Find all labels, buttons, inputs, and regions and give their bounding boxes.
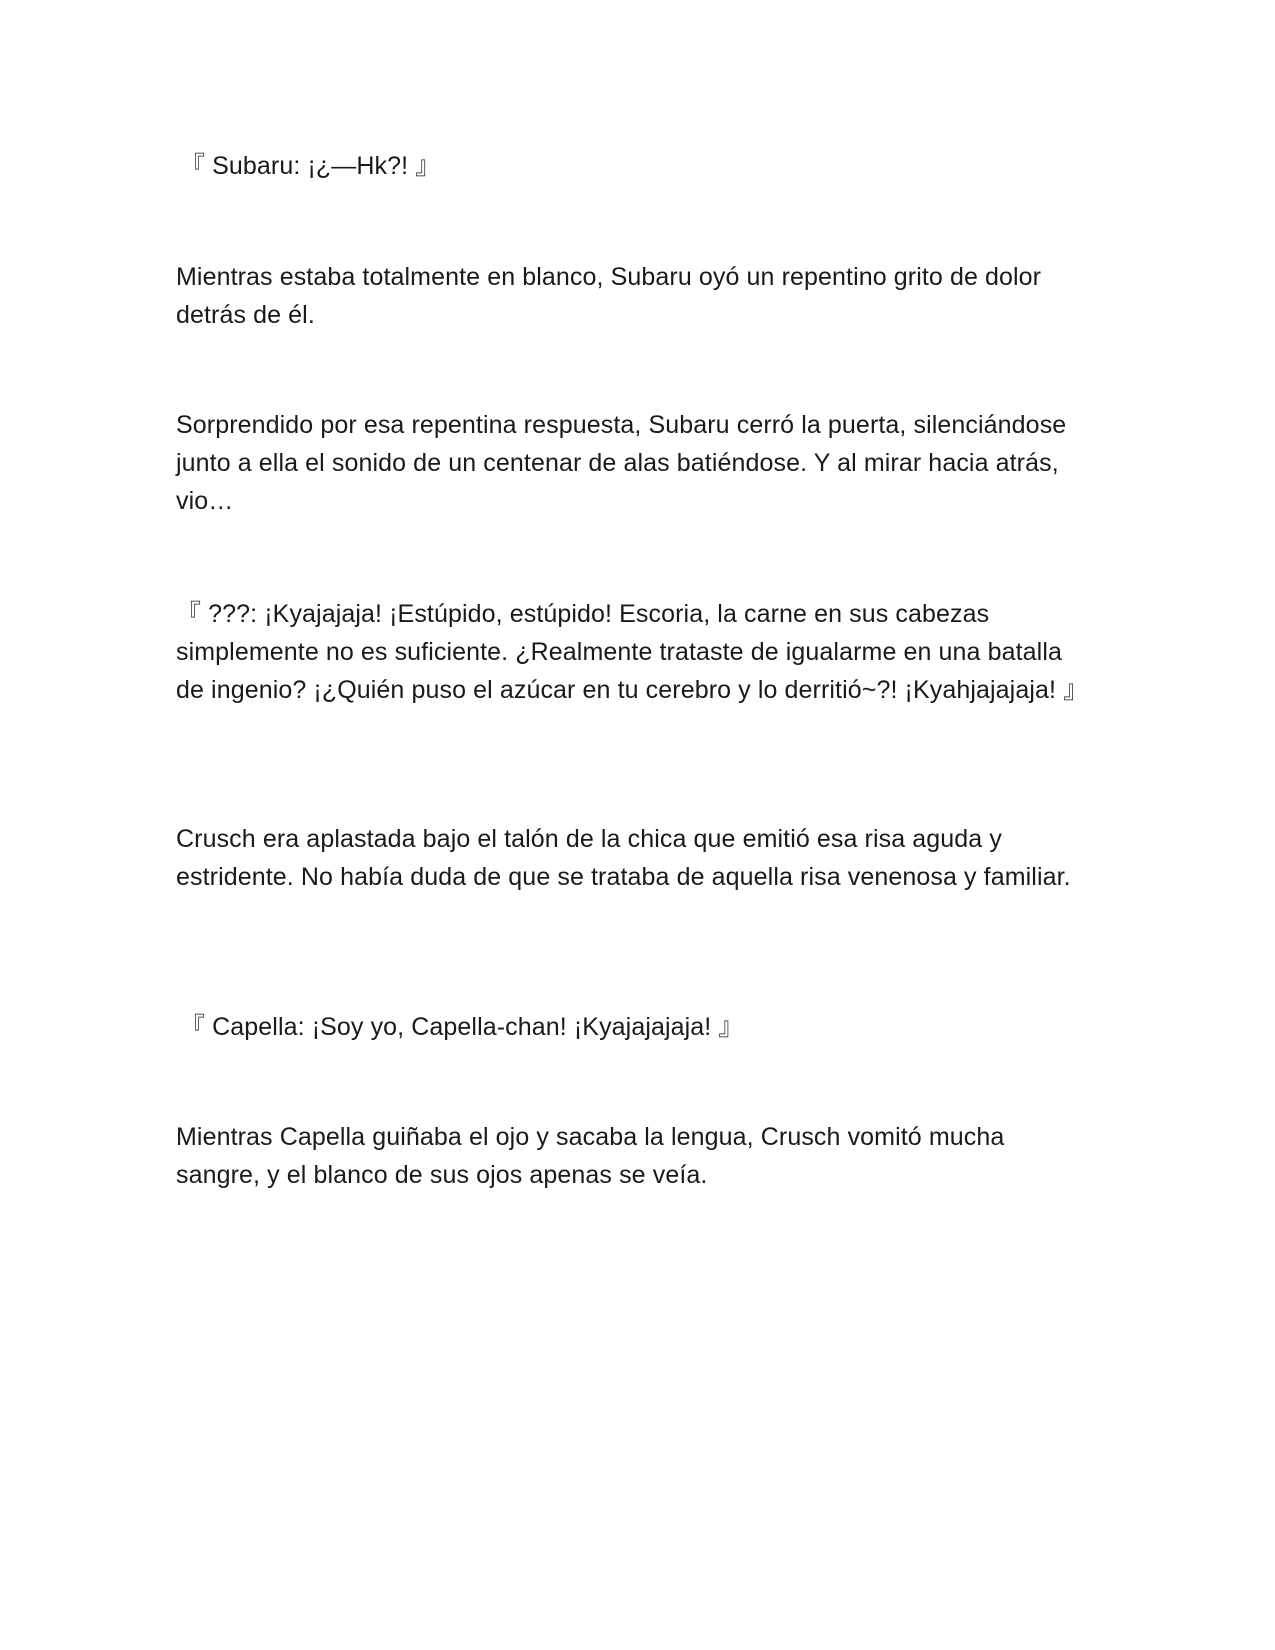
narration-paragraph-3: Crusch era aplastada bajo el talón de la chica que emitió esa risa aguda y estridente. No había duda de que se trataba de aquella risa venenosa y familiar. [176, 825, 1071, 891]
dialogue-subaru: 『 Subaru: ¡¿—Hk?! 』 [180, 152, 441, 180]
narration-paragraph-1: Mientras estaba totalmente en blanco, Subaru oyó un repentino grito de dolor detrás de él. [176, 263, 1042, 329]
narration-paragraph-2: Sorprendido por esa repentina respuesta, Subaru cerró la puerta, silenciándose junto a ella el sonido de un centenar de alas batiéndose. Y al mirar hacia atrás, vio… [176, 411, 1067, 515]
narration-paragraph-4: Mientras Capella guiñaba el ojo y sacaba la lengua, Crusch vomitó mucha sangre, y el blanco de sus ojos apenas se veía. [176, 1123, 1005, 1189]
dialogue-unknown: 『 ???: ¡Kyajajaja! ¡Estúpido, estúpido! Escoria, la carne en sus cabezas simplemente no es suficiente. ¿Realmente trataste de igualarme en una batalla de ingenio? ¡¿Quién puso el azúcar en tu cerebro y lo derritió~?! ¡Kyahjajajaja! 』 [176, 600, 1089, 704]
dialogue-capella: 『 Capella: ¡Soy yo, Capella-chan! ¡Kyajajajaja! 』 [180, 1013, 744, 1041]
